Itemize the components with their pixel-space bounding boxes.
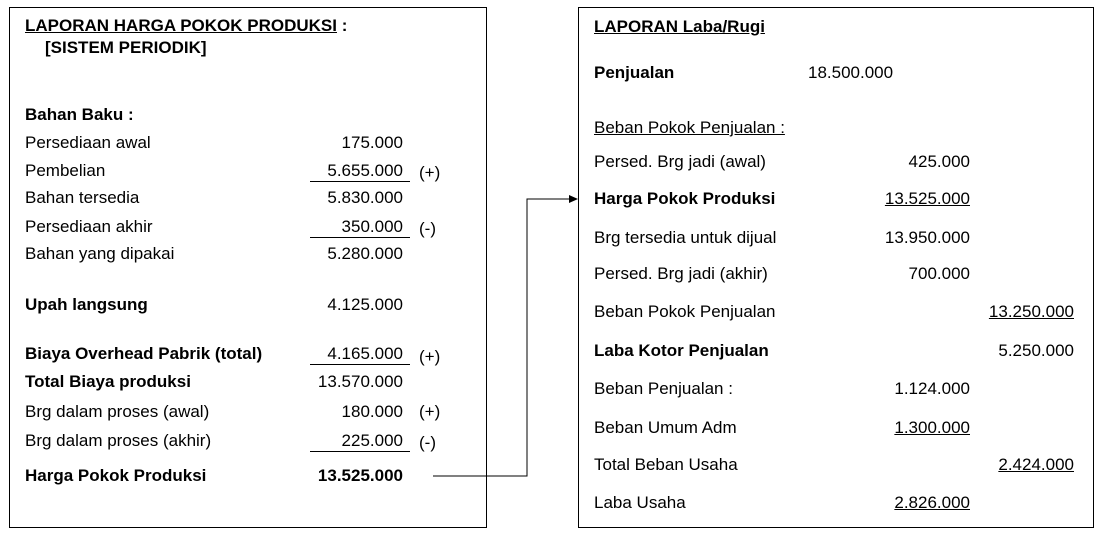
hpp-total-value: 13.525.000: [317, 466, 403, 485]
row-label: Beban Pokok Penjualan: [594, 302, 776, 321]
section-heading: Beban Pokok Penjualan :: [594, 118, 785, 137]
row-value: 5.655.000: [310, 161, 410, 182]
row-label: Persed. Brg jadi (awal): [594, 152, 766, 171]
hpp-report-title: LAPORAN HARGA POKOK PRODUKSI :: [25, 16, 348, 35]
row-value: 13.570.000: [317, 372, 403, 391]
row-value: 1.300.000: [894, 418, 970, 437]
row-value: 175.000: [341, 133, 403, 152]
row-label: Harga Pokok Produksi: [25, 466, 207, 485]
operator-minus: (-): [419, 219, 436, 238]
row-label: Pembelian: [25, 161, 106, 180]
row-label: Persed. Brg jadi (akhir): [594, 264, 768, 283]
row-label: Bahan yang dipakai: [25, 244, 175, 263]
row-value: 5.280.000: [327, 244, 403, 263]
row-value: 350.000: [310, 217, 410, 238]
operator-minus: (-): [419, 433, 436, 452]
hpp-report-subtitle: [SISTEM PERIODIK]: [45, 38, 207, 57]
row-value: 2.826.000: [894, 493, 970, 512]
row-value: 700.000: [908, 264, 970, 283]
row-value: 5.250.000: [998, 341, 1074, 360]
row-label: Laba Usaha: [594, 493, 686, 512]
row-label: Biaya Overhead Pabrik (total): [25, 344, 263, 363]
row-label: Brg dalam proses (awal): [25, 402, 210, 421]
row-value: 13.250.000: [988, 302, 1074, 321]
row-value: 4.165.000: [310, 344, 410, 365]
row-label: Bahan tersedia: [25, 188, 140, 207]
row-value: 18.500.000: [808, 63, 894, 82]
row-value: 2.424.000: [998, 455, 1074, 474]
row-label: Upah langsung: [25, 295, 148, 314]
row-value: 180.000: [341, 402, 403, 421]
laba-rugi-title: LAPORAN Laba/Rugi: [594, 17, 765, 36]
row-label: Laba Kotor Penjualan: [594, 341, 769, 360]
row-value: 5.830.000: [327, 188, 403, 207]
row-label: Brg tersedia untuk dijual: [594, 228, 777, 247]
row-label: Penjualan: [594, 63, 675, 82]
row-label: Beban Umum Adm: [594, 418, 737, 437]
row-label: Beban Penjualan :: [594, 379, 733, 398]
bahan-baku-heading: Bahan Baku :: [25, 105, 134, 124]
row-label: Brg dalam proses (akhir): [25, 431, 212, 450]
row-label: Persediaan awal: [25, 133, 151, 152]
operator-plus: (+): [419, 163, 441, 182]
row-value: 4.125.000: [327, 295, 403, 314]
arrowhead-icon: [569, 195, 578, 203]
row-value: 13.525.000: [884, 189, 970, 208]
row-value: 13.950.000: [884, 228, 970, 247]
row-label: Total Beban Usaha: [594, 455, 738, 474]
row-label: Total Biaya produksi: [25, 372, 191, 391]
operator-plus: (+): [419, 347, 441, 366]
operator-plus: (+): [419, 402, 441, 421]
row-value: 225.000: [310, 431, 410, 452]
row-label: Persediaan akhir: [25, 217, 153, 236]
row-value: 1.124.000: [894, 379, 970, 398]
row-label: Harga Pokok Produksi: [594, 189, 776, 208]
row-value: 425.000: [908, 152, 970, 171]
